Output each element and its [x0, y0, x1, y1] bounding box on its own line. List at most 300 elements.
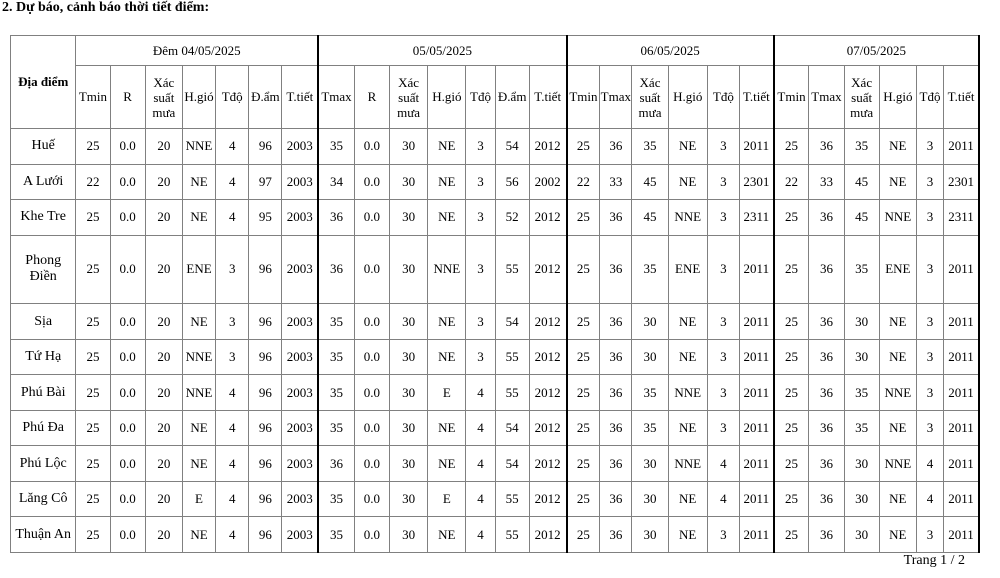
- table-cell: NE: [668, 339, 707, 375]
- table-cell: 36: [600, 517, 632, 553]
- table-cell: 36: [809, 129, 844, 165]
- table-cell: 4: [466, 410, 495, 446]
- table-cell: 25: [774, 129, 809, 165]
- column-header: R: [110, 66, 145, 129]
- column-header: H.gió: [668, 66, 707, 129]
- table-cell: 3: [916, 517, 943, 553]
- table-cell: 25: [567, 304, 600, 340]
- table-cell: NE: [182, 200, 215, 236]
- table-cell: 96: [249, 235, 282, 304]
- table-cell: 35: [318, 517, 354, 553]
- table-cell: 3: [707, 200, 739, 236]
- table-cell: 30: [390, 410, 428, 446]
- table-cell: 25: [567, 446, 600, 482]
- table-cell: 0.0: [110, 129, 145, 165]
- table-cell: 2012: [529, 235, 566, 304]
- table-cell: 25: [76, 481, 110, 517]
- table-cell: 2003: [282, 164, 318, 200]
- table-row: [11, 481, 980, 517]
- table-cell: 35: [318, 339, 354, 375]
- period-header: 07/05/2025: [774, 36, 979, 66]
- location-name: Thuận An: [11, 517, 76, 553]
- column-header: Tmin: [567, 66, 600, 129]
- table-cell: 4: [916, 481, 943, 517]
- table-cell: 2011: [944, 235, 979, 304]
- table-cell: 4: [466, 375, 495, 411]
- column-header: Xác suất mưa: [844, 66, 879, 129]
- table-cell: 2012: [529, 481, 566, 517]
- table-cell: 36: [600, 235, 632, 304]
- column-header: T.tiết: [529, 66, 566, 129]
- table-cell: 35: [632, 410, 668, 446]
- table-cell: 3: [707, 375, 739, 411]
- table-cell: 2011: [739, 129, 773, 165]
- table-cell: 0.0: [110, 339, 145, 375]
- table-cell: 30: [390, 304, 428, 340]
- table-cell: 97: [249, 164, 282, 200]
- location-name: Tứ Hạ: [11, 339, 76, 375]
- table-cell: 3: [707, 164, 739, 200]
- table-cell: 2011: [739, 446, 773, 482]
- table-cell: 2011: [944, 410, 979, 446]
- table-cell: 3: [916, 304, 943, 340]
- table-cell: 20: [145, 200, 182, 236]
- table-row: [11, 129, 980, 165]
- table-cell: 96: [249, 410, 282, 446]
- table-cell: 35: [844, 129, 879, 165]
- table-cell: 0.0: [354, 446, 389, 482]
- table-cell: 30: [844, 446, 879, 482]
- table-cell: 56: [495, 164, 529, 200]
- table-cell: 55: [495, 235, 529, 304]
- table-cell: 2011: [944, 446, 979, 482]
- table-cell: 3: [466, 164, 495, 200]
- table-cell: 96: [249, 517, 282, 553]
- table-cell: 36: [600, 129, 632, 165]
- table-cell: 36: [318, 446, 354, 482]
- table-cell: 0.0: [110, 517, 145, 553]
- table-cell: 36: [809, 481, 844, 517]
- table-cell: 36: [809, 446, 844, 482]
- table-row: [11, 200, 980, 236]
- table-cell: 0.0: [354, 517, 389, 553]
- table-cell: 2003: [282, 304, 318, 340]
- table-cell: 35: [318, 304, 354, 340]
- table-cell: 25: [774, 481, 809, 517]
- column-header: T.tiết: [739, 66, 773, 129]
- table-cell: 0.0: [354, 200, 389, 236]
- location-name: Khe Tre: [11, 200, 76, 236]
- table-cell: 20: [145, 517, 182, 553]
- table-cell: 0.0: [354, 375, 389, 411]
- table-cell: 0.0: [354, 235, 389, 304]
- table-cell: 2012: [529, 339, 566, 375]
- table-cell: 22: [774, 164, 809, 200]
- location-name: Phú Bài: [11, 375, 76, 411]
- table-cell: 52: [495, 200, 529, 236]
- table-cell: 25: [76, 517, 110, 553]
- table-cell: 2301: [739, 164, 773, 200]
- table-cell: 3: [466, 339, 495, 375]
- table-cell: 30: [844, 304, 879, 340]
- table-cell: 55: [495, 481, 529, 517]
- table-cell: 3: [916, 200, 943, 236]
- table-cell: 3: [916, 164, 943, 200]
- table-cell: 35: [632, 375, 668, 411]
- table-cell: 55: [495, 375, 529, 411]
- table-cell: 35: [318, 481, 354, 517]
- table-cell: 30: [390, 129, 428, 165]
- table-cell: 45: [632, 164, 668, 200]
- table-cell: 0.0: [354, 481, 389, 517]
- table-cell: 25: [774, 410, 809, 446]
- table-cell: NNE: [879, 446, 916, 482]
- table-cell: 36: [318, 235, 354, 304]
- table-cell: 2011: [739, 235, 773, 304]
- location-name: Huế: [11, 129, 76, 165]
- location-name: Phú Đa: [11, 410, 76, 446]
- table-cell: ENE: [879, 235, 916, 304]
- table-cell: NE: [668, 410, 707, 446]
- table-cell: 3: [216, 339, 249, 375]
- column-header: Tmax: [809, 66, 844, 129]
- table-cell: 22: [76, 164, 110, 200]
- table-cell: 45: [632, 200, 668, 236]
- table-cell: 55: [495, 517, 529, 553]
- column-header: H.gió: [182, 66, 215, 129]
- table-cell: 2003: [282, 375, 318, 411]
- table-cell: 36: [809, 517, 844, 553]
- table-cell: 4: [216, 200, 249, 236]
- table-cell: 25: [567, 200, 600, 236]
- table-cell: 25: [774, 200, 809, 236]
- table-row: [11, 304, 980, 340]
- table-cell: 4: [707, 481, 739, 517]
- table-cell: 25: [567, 375, 600, 411]
- table-cell: 2301: [944, 164, 979, 200]
- table-cell: 4: [216, 129, 249, 165]
- table-cell: 3: [466, 129, 495, 165]
- table-cell: 3: [916, 375, 943, 411]
- table-cell: E: [182, 481, 215, 517]
- location-name: Sịa: [11, 304, 76, 340]
- table-cell: 0.0: [354, 129, 389, 165]
- table-cell: NE: [428, 200, 466, 236]
- table-cell: 2011: [739, 339, 773, 375]
- table-cell: 3: [216, 235, 249, 304]
- table-cell: 2012: [529, 200, 566, 236]
- table-cell: 3: [216, 304, 249, 340]
- table-cell: 30: [632, 304, 668, 340]
- table-cell: 25: [774, 235, 809, 304]
- table-cell: 2003: [282, 446, 318, 482]
- table-cell: 4: [916, 446, 943, 482]
- table-cell: NE: [668, 481, 707, 517]
- table-cell: 3: [466, 304, 495, 340]
- table-cell: 45: [844, 200, 879, 236]
- column-header: Tđộ: [466, 66, 495, 129]
- table-cell: 35: [318, 129, 354, 165]
- table-cell: NNE: [668, 375, 707, 411]
- table-cell: 2011: [944, 481, 979, 517]
- table-cell: 25: [774, 375, 809, 411]
- location-name: Phú Lộc: [11, 446, 76, 482]
- table-cell: 4: [466, 446, 495, 482]
- table-cell: 4: [216, 517, 249, 553]
- table-cell: 2003: [282, 235, 318, 304]
- column-header: Tmin: [774, 66, 809, 129]
- table-row: [11, 339, 980, 375]
- table-cell: 30: [632, 517, 668, 553]
- table-cell: NE: [668, 164, 707, 200]
- table-cell: 35: [318, 375, 354, 411]
- column-header: Xác suất mưa: [145, 66, 182, 129]
- table-cell: NE: [428, 304, 466, 340]
- table-cell: 36: [318, 200, 354, 236]
- table-cell: NE: [428, 446, 466, 482]
- table-cell: 2003: [282, 129, 318, 165]
- table-cell: 35: [844, 235, 879, 304]
- column-header: Tmin: [76, 66, 110, 129]
- column-header: Xác suất mưa: [632, 66, 668, 129]
- table-cell: 2011: [739, 304, 773, 340]
- table-cell: 20: [145, 446, 182, 482]
- table-cell: NNE: [879, 375, 916, 411]
- table-cell: NE: [182, 410, 215, 446]
- table-cell: 35: [844, 410, 879, 446]
- table-cell: 20: [145, 375, 182, 411]
- table-cell: ENE: [668, 235, 707, 304]
- table-cell: 33: [809, 164, 844, 200]
- column-header: R: [354, 66, 389, 129]
- table-cell: 36: [600, 304, 632, 340]
- table-cell: 0.0: [110, 235, 145, 304]
- table-cell: 36: [600, 375, 632, 411]
- table-cell: NE: [182, 304, 215, 340]
- table-cell: 25: [567, 129, 600, 165]
- location-column-header: Địa điểm: [11, 36, 76, 129]
- table-cell: 0.0: [110, 304, 145, 340]
- table-cell: NNE: [668, 200, 707, 236]
- table-cell: 96: [249, 446, 282, 482]
- table-cell: NE: [879, 164, 916, 200]
- table-cell: 0.0: [354, 339, 389, 375]
- table-cell: 34: [318, 164, 354, 200]
- table-cell: 35: [844, 375, 879, 411]
- table-cell: 0.0: [354, 164, 389, 200]
- table-cell: NE: [879, 339, 916, 375]
- table-cell: 25: [76, 446, 110, 482]
- table-cell: 25: [567, 235, 600, 304]
- column-header: Tđộ: [707, 66, 739, 129]
- table-row: [11, 410, 980, 446]
- table-cell: 3: [916, 410, 943, 446]
- column-header: Đ.ẩm: [495, 66, 529, 129]
- table-cell: 3: [707, 410, 739, 446]
- table-cell: 30: [390, 517, 428, 553]
- table-cell: NNE: [182, 129, 215, 165]
- table-cell: NE: [428, 129, 466, 165]
- column-header: Đ.ẩm: [249, 66, 282, 129]
- table-cell: NE: [182, 164, 215, 200]
- table-cell: 25: [567, 481, 600, 517]
- table-cell: 2011: [739, 481, 773, 517]
- table-cell: 3: [707, 235, 739, 304]
- point-forecast-table: [10, 35, 980, 553]
- table-cell: 55: [495, 339, 529, 375]
- table-cell: 0.0: [110, 446, 145, 482]
- table-cell: NE: [879, 129, 916, 165]
- table-cell: 25: [76, 200, 110, 236]
- table-cell: 4: [216, 410, 249, 446]
- table-cell: NNE: [182, 339, 215, 375]
- column-header: Tmax: [600, 66, 632, 129]
- table-cell: 45: [844, 164, 879, 200]
- table-cell: 25: [774, 304, 809, 340]
- table-cell: NE: [428, 517, 466, 553]
- table-cell: 25: [774, 517, 809, 553]
- table-row: [11, 235, 980, 304]
- table-cell: 54: [495, 446, 529, 482]
- table-cell: NE: [879, 410, 916, 446]
- table-cell: 35: [632, 235, 668, 304]
- table-cell: ENE: [182, 235, 215, 304]
- table-cell: 30: [390, 481, 428, 517]
- table-cell: 96: [249, 339, 282, 375]
- table-cell: 2011: [739, 517, 773, 553]
- table-cell: 36: [809, 235, 844, 304]
- table-cell: NE: [668, 517, 707, 553]
- table-cell: 25: [774, 446, 809, 482]
- table-cell: 2003: [282, 410, 318, 446]
- table-cell: 96: [249, 304, 282, 340]
- table-cell: 2012: [529, 304, 566, 340]
- table-cell: 33: [600, 164, 632, 200]
- table-cell: NE: [879, 481, 916, 517]
- table-cell: 0.0: [110, 200, 145, 236]
- table-cell: 30: [844, 481, 879, 517]
- table-cell: NE: [428, 339, 466, 375]
- table-cell: 30: [632, 339, 668, 375]
- table-cell: NE: [182, 517, 215, 553]
- table-cell: 0.0: [354, 410, 389, 446]
- table-row: [11, 375, 980, 411]
- table-cell: 96: [249, 129, 282, 165]
- table-cell: 20: [145, 164, 182, 200]
- table-cell: 2311: [944, 200, 979, 236]
- table-cell: 0.0: [110, 375, 145, 411]
- table-cell: 30: [390, 446, 428, 482]
- table-cell: 3: [707, 304, 739, 340]
- table-cell: 4: [216, 446, 249, 482]
- table-cell: 20: [145, 410, 182, 446]
- table-cell: 30: [390, 164, 428, 200]
- column-header: H.gió: [879, 66, 916, 129]
- table-row: [11, 446, 980, 482]
- location-name: Lăng Cô: [11, 481, 76, 517]
- table-cell: 0.0: [110, 410, 145, 446]
- table-cell: 36: [600, 481, 632, 517]
- table-cell: 25: [76, 410, 110, 446]
- table-cell: 25: [567, 517, 600, 553]
- table-cell: NNE: [879, 200, 916, 236]
- table-cell: 20: [145, 304, 182, 340]
- table-cell: 2011: [944, 517, 979, 553]
- table-cell: 3: [707, 129, 739, 165]
- table-cell: 2002: [529, 164, 566, 200]
- table-cell: 2011: [944, 375, 979, 411]
- period-header: 05/05/2025: [318, 36, 566, 66]
- table-cell: 2011: [739, 375, 773, 411]
- table-cell: NE: [428, 410, 466, 446]
- table-cell: 2311: [739, 200, 773, 236]
- table-cell: 0.0: [354, 304, 389, 340]
- table-cell: 96: [249, 481, 282, 517]
- table-cell: E: [428, 481, 466, 517]
- location-name: A Lưới: [11, 164, 76, 200]
- table-cell: 36: [809, 410, 844, 446]
- table-cell: 25: [76, 235, 110, 304]
- table-cell: 36: [809, 375, 844, 411]
- table-cell: 3: [707, 339, 739, 375]
- period-header: Đêm 04/05/2025: [76, 36, 318, 66]
- period-header: 06/05/2025: [567, 36, 774, 66]
- table-cell: 36: [809, 339, 844, 375]
- table-cell: 2003: [282, 517, 318, 553]
- table-cell: 30: [390, 200, 428, 236]
- column-header: Tđộ: [216, 66, 249, 129]
- table-cell: 25: [76, 304, 110, 340]
- location-name: Phong Điền: [11, 235, 76, 304]
- column-header: T.tiết: [282, 66, 318, 129]
- table-cell: 2012: [529, 517, 566, 553]
- section-heading: 2. Dự báo, cảnh báo thời tiết điểm:: [2, 0, 210, 15]
- table-cell: 2003: [282, 339, 318, 375]
- table-cell: NE: [668, 129, 707, 165]
- table-cell: 36: [600, 200, 632, 236]
- table-cell: 22: [567, 164, 600, 200]
- table-cell: 25: [76, 339, 110, 375]
- page-number: Trang 1 / 2: [903, 553, 965, 568]
- table-cell: 3: [916, 339, 943, 375]
- table-cell: 2003: [282, 481, 318, 517]
- table-cell: 54: [495, 129, 529, 165]
- table-cell: 30: [632, 446, 668, 482]
- column-header: T.tiết: [944, 66, 979, 129]
- table-cell: 30: [390, 375, 428, 411]
- column-header: H.gió: [428, 66, 466, 129]
- table-cell: 30: [632, 481, 668, 517]
- table-cell: 35: [318, 410, 354, 446]
- table-cell: NE: [879, 304, 916, 340]
- table-row: [11, 517, 980, 553]
- table-cell: 2003: [282, 200, 318, 236]
- table-cell: 2012: [529, 446, 566, 482]
- table-row: [11, 164, 980, 200]
- table-cell: 30: [844, 339, 879, 375]
- table-cell: 2011: [944, 129, 979, 165]
- table-cell: 25: [76, 129, 110, 165]
- table-cell: 36: [600, 446, 632, 482]
- table-cell: 25: [76, 375, 110, 411]
- table-cell: 36: [600, 339, 632, 375]
- table-cell: 2011: [739, 410, 773, 446]
- table-cell: 36: [809, 304, 844, 340]
- table-cell: 4: [216, 164, 249, 200]
- table-cell: 25: [567, 339, 600, 375]
- table-cell: 2012: [529, 375, 566, 411]
- table-cell: 96: [249, 375, 282, 411]
